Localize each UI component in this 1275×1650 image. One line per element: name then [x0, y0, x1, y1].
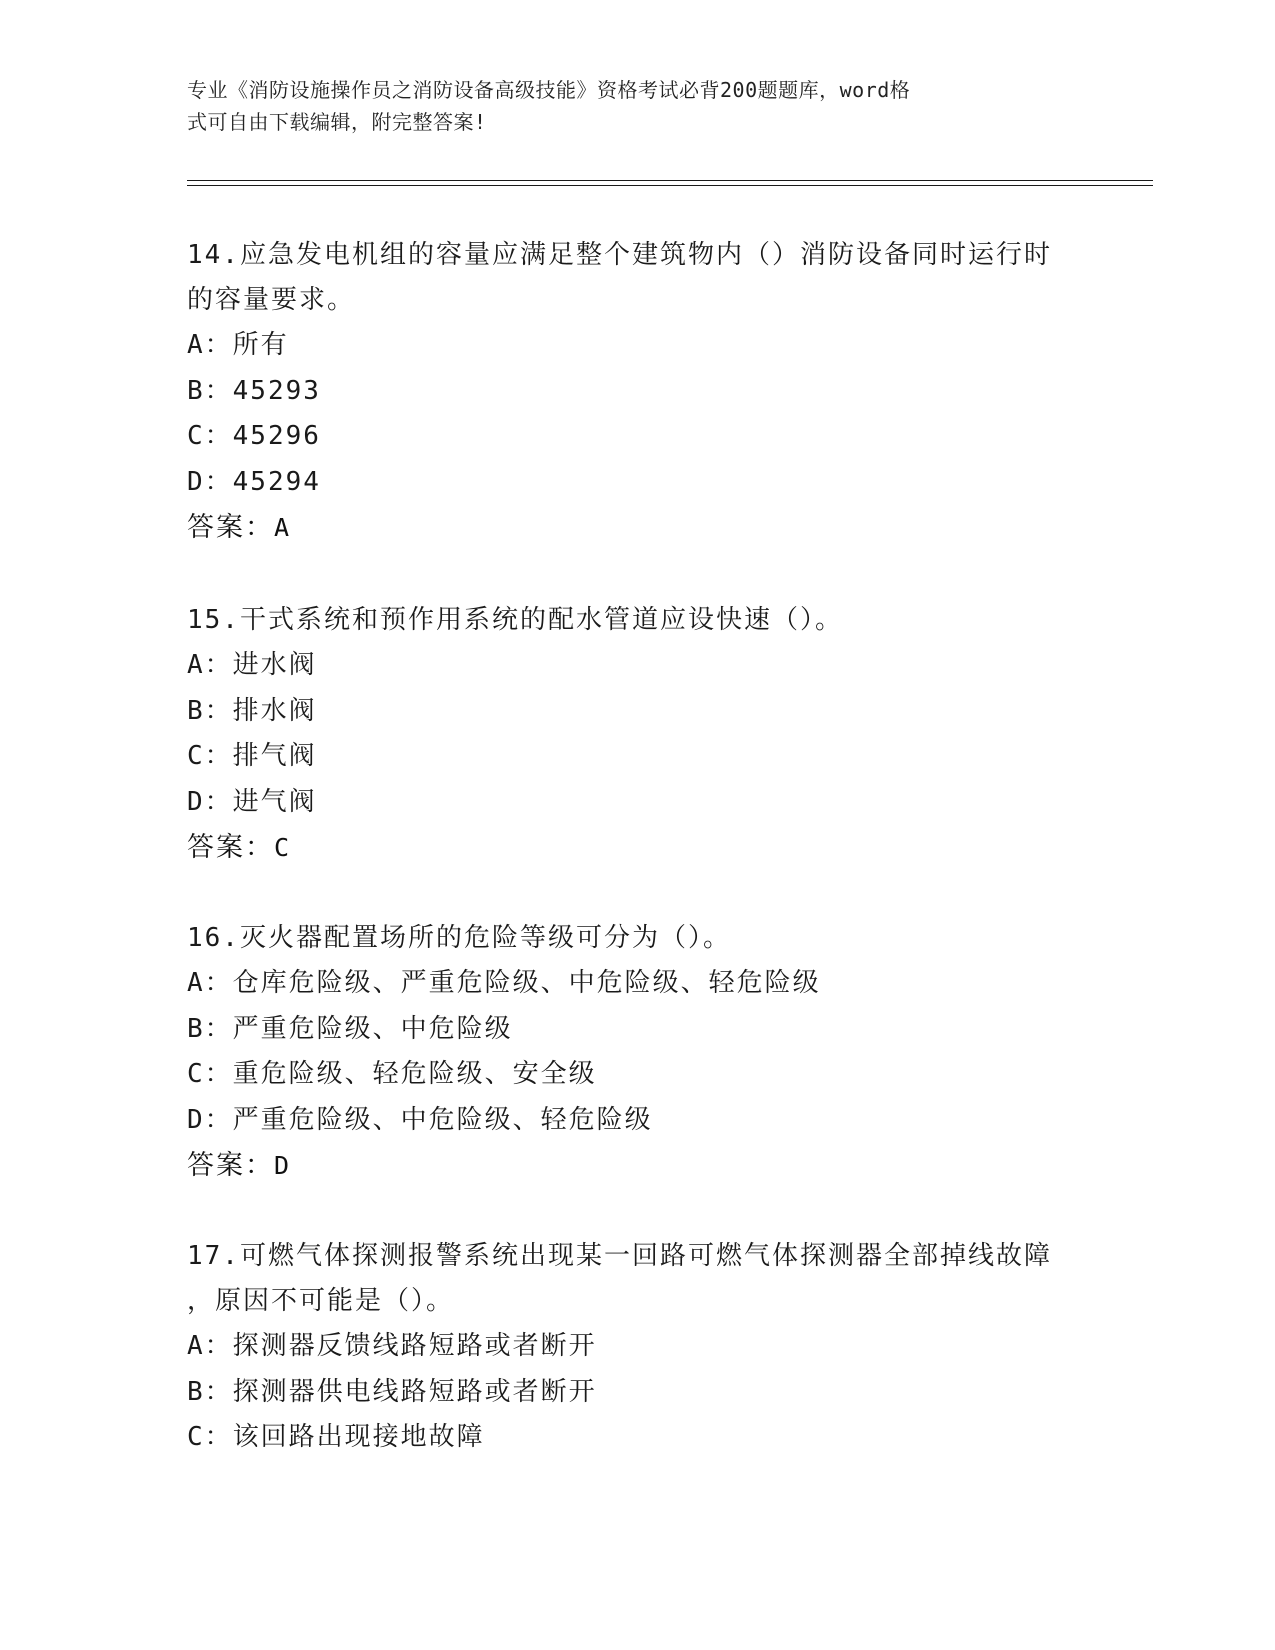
option-b: B：严重危险级、中危险级 [187, 1013, 513, 1044]
option-b: B：45293 [187, 375, 321, 406]
option-a: A：探测器反馈线路短路或者断开 [187, 1331, 597, 1361]
option-b: B：探测器供电线路短路或者断开 [187, 1376, 597, 1407]
option-d: D：进气阀 [187, 786, 317, 817]
question-stem-line: 14.应急发电机组的容量应满足整个建筑物内（）消防设备同时运行时 [187, 240, 1052, 270]
question-stem [187, 916, 1087, 961]
answer-line [187, 1143, 1087, 1189]
answer-label: 答案： [187, 512, 274, 543]
answer-value: D [274, 1151, 292, 1180]
question-16 [187, 916, 1087, 1189]
question-stem-line: 15.干式系统和预作用系统的配水管道应设快速（）。 [187, 605, 843, 635]
header-divider-bottom [187, 185, 1153, 186]
answer-label: 答案： [187, 1150, 274, 1181]
header-line-1: 专业《消防设施操作员之消防设备高级技能》资格考试必背200题题库，word格 [187, 78, 911, 102]
question-17 [187, 1234, 1087, 1461]
answer-line [187, 825, 1087, 871]
option-a: A：仓库危险级、严重危险级、中危险级、轻危险级 [187, 968, 821, 998]
option-a: A：所有 [187, 330, 289, 360]
answer-value: A [274, 513, 292, 542]
answer-line [187, 505, 1087, 551]
option-b: B：排水阀 [187, 695, 317, 726]
option-d: D：45294 [187, 466, 321, 497]
question-stem-line: 的容量要求。 [187, 285, 356, 315]
option-c: C：重危险级、轻危险级、安全级 [187, 1059, 597, 1089]
option-d: D：严重危险级、中危险级、轻危险级 [187, 1104, 653, 1135]
question-stem [187, 1234, 1087, 1324]
document-header [187, 74, 1077, 138]
question-stem-line: 17.可燃气体探测报警系统出现某一回路可燃气体探测器全部掉线故障 [187, 1241, 1052, 1271]
option-a: A：进水阀 [187, 650, 317, 680]
header-divider-top [187, 180, 1153, 181]
option-c: C：45296 [187, 421, 321, 451]
question-15 [187, 598, 1087, 871]
question-stem-line: ，原因不可能是（）。 [187, 1286, 455, 1316]
answer-value: C [274, 833, 292, 862]
question-stem [187, 233, 1087, 323]
header-line-2: 式可自由下载编辑，附完整答案! [187, 110, 487, 134]
question-stem [187, 598, 1087, 643]
question-stem-line: 16.灭火器配置场所的危险等级可分为（）。 [187, 923, 731, 953]
option-c: C：排气阀 [187, 741, 317, 771]
option-c: C：该回路出现接地故障 [187, 1422, 485, 1452]
question-14 [187, 233, 1087, 551]
answer-label: 答案： [187, 832, 274, 863]
